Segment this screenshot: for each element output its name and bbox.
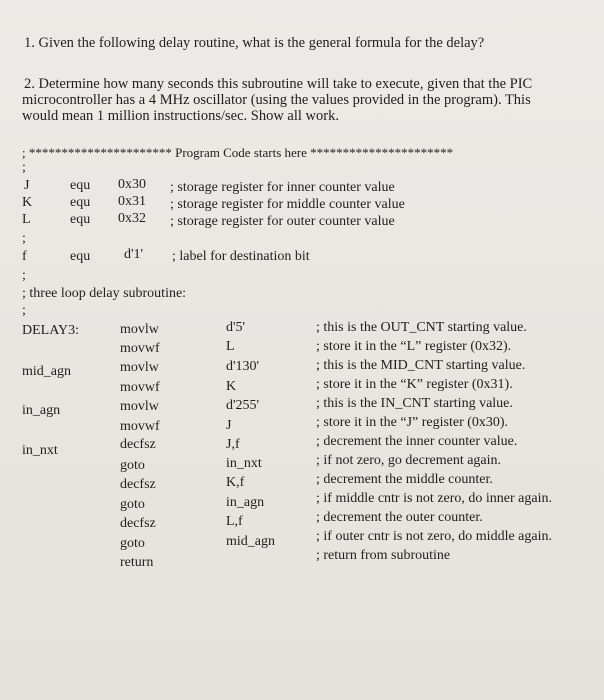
subroutine-comment: ; three loop delay subroutine:: [22, 286, 187, 301]
code-instr: movlw: [120, 322, 159, 337]
code-label-delay3: DELAY3:: [22, 323, 80, 338]
equ-op-k: equ: [70, 195, 91, 210]
equ-comment-k: ; storage register for middle counter value: [170, 197, 405, 212]
code-operand: K,f: [226, 475, 245, 490]
code-comment: ; if middle cntr is not zero, do inner again.: [316, 491, 552, 506]
equ-op-j: equ: [70, 178, 91, 193]
code-instr: decfsz: [120, 516, 156, 531]
code-instr: movwf: [120, 341, 160, 356]
code-operand: in_nxt: [226, 456, 262, 471]
code-operand: J,f: [226, 437, 240, 452]
code-instr: movlw: [120, 360, 159, 375]
code-comment: ; this is the IN_CNT starting value.: [316, 396, 513, 411]
equ-value-k: 0x31: [118, 194, 146, 209]
semicolon-line: ;: [22, 160, 26, 175]
code-instr: decfsz: [120, 437, 156, 452]
code-operand: d'5': [226, 320, 246, 335]
semicolon-line: ;: [22, 268, 26, 283]
question-1: 1. Given the following delay routine, what is the general formula for the delay?: [24, 35, 485, 51]
dest-bit-op: equ: [70, 249, 91, 264]
code-instr: goto: [120, 536, 145, 551]
code-operand: J: [226, 418, 232, 433]
code-header: ; ********************** Program Code starts here **********************: [22, 145, 454, 160]
code-instr: movwf: [120, 419, 160, 434]
code-operand: in_agn: [226, 495, 265, 510]
code-comment: ; decrement the middle counter.: [316, 472, 493, 487]
code-instr: movwf: [120, 380, 160, 395]
code-operand: L: [226, 339, 235, 354]
code-comment: ; decrement the inner counter value.: [316, 434, 518, 449]
equ-op-l: equ: [70, 212, 91, 227]
code-operand: L,f: [226, 514, 243, 529]
code-instr: decfsz: [120, 477, 156, 492]
code-comment: ; store it in the “K” register (0x31).: [316, 377, 513, 392]
equ-value-j: 0x30: [118, 177, 146, 192]
code-instr: goto: [120, 458, 145, 473]
code-operand: d'255': [226, 398, 260, 413]
code-label-in-agn: in_agn: [22, 403, 61, 418]
dest-bit-label: f: [22, 249, 27, 264]
code-operand: d'130': [226, 359, 260, 374]
code-operand: mid_agn: [226, 534, 275, 549]
code-comment: ; decrement the outer counter.: [316, 510, 483, 525]
code-instr: goto: [120, 497, 145, 512]
equ-label-l: L: [22, 212, 31, 227]
code-comment: ; if outer cntr is not zero, do middle again.: [316, 529, 552, 544]
equ-label-j: J: [24, 178, 30, 193]
question-2-line-2: microcontroller has a 4 MHz oscillator (using the values provided in the program). This: [22, 92, 531, 108]
equ-comment-l: ; storage register for outer counter value: [170, 214, 395, 229]
code-instr: return: [120, 555, 154, 570]
equ-label-k: K: [22, 195, 33, 210]
code-instr: movlw: [120, 399, 159, 414]
question-2-line-3: would mean 1 million instructions/sec. Show all work.: [22, 108, 339, 124]
code-label-in-nxt: in_nxt: [22, 443, 58, 458]
equ-comment-j: ; storage register for inner counter value: [170, 180, 395, 195]
dest-bit-comment: ; label for destination bit: [172, 249, 310, 264]
code-comment: ; if not zero, go decrement again.: [316, 453, 502, 468]
code-comment: ; return from subroutine: [316, 548, 451, 563]
code-comment: ; store it in the “L” register (0x32).: [316, 339, 512, 354]
dest-bit-value: d'1': [124, 247, 144, 262]
code-label-mid-agn: mid_agn: [22, 364, 71, 379]
code-comment: ; this is the MID_CNT starting value.: [316, 358, 526, 373]
question-2-line-1: 2. Determine how many seconds this subroutine will take to execute, given that the PIC: [24, 76, 533, 92]
code-comment: ; this is the OUT_CNT starting value.: [316, 320, 527, 335]
code-comment: ; store it in the “J” register (0x30).: [316, 415, 509, 430]
semicolon-line: ;: [22, 231, 26, 246]
semicolon-line: ;: [22, 303, 26, 318]
equ-value-l: 0x32: [118, 211, 146, 226]
code-operand: K: [226, 379, 237, 394]
